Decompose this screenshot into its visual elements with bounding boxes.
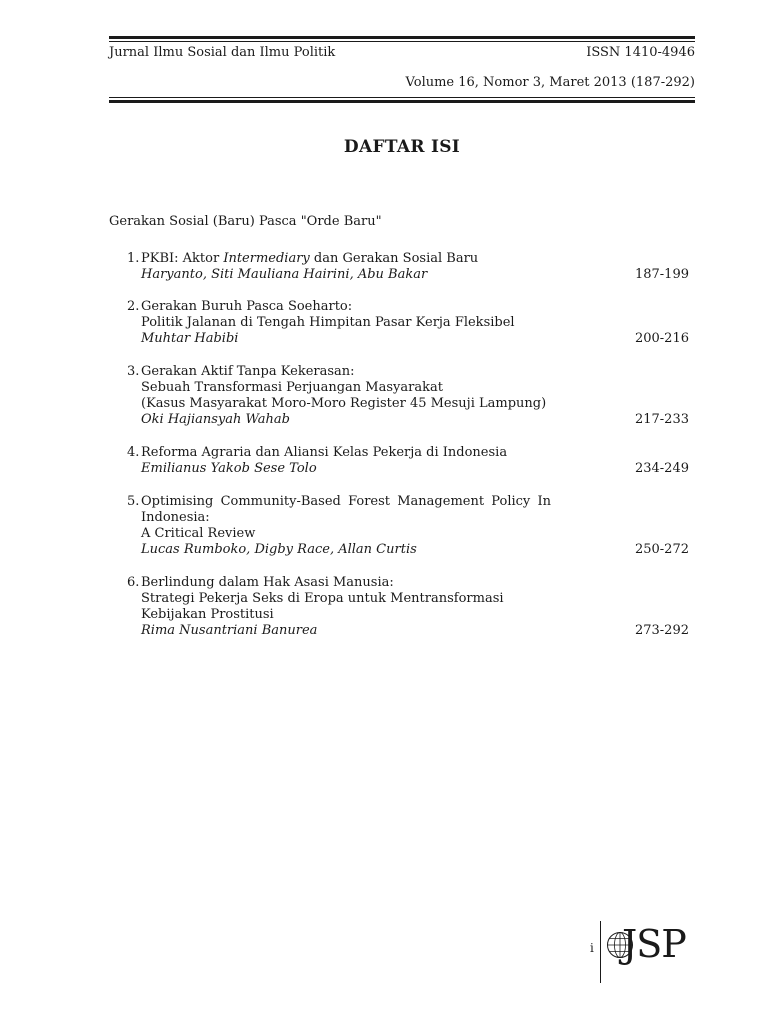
entry-pages: 234-249 <box>634 461 689 476</box>
entry-authors: Emilianus Yakob Sese Tolo <box>141 461 317 476</box>
toc-entry-3[interactable] <box>109 364 689 428</box>
toc-entry-5[interactable] <box>109 494 689 558</box>
volume-info: Volume 16, Nomor 3, Maret 2013 (187-292) <box>405 75 695 90</box>
entry-number: 5. <box>127 494 140 509</box>
entry-pages: 250-272 <box>634 542 689 557</box>
entry-authors: Muhtar Habibi <box>141 331 239 346</box>
toc-entry-1[interactable] <box>109 251 689 283</box>
page-title: DAFTAR ISI <box>343 137 461 157</box>
entry-title-line: Sebuah Transformasi Perjuangan Masyarakat <box>141 380 443 395</box>
entry-title-line: (Kasus Masyarakat Moro-Moro Register 45 Mesuji Lampung) <box>141 396 547 411</box>
entry-number: 6. <box>127 575 140 590</box>
entry-number: 3. <box>127 364 140 379</box>
footer-divider <box>600 921 601 983</box>
header-top-rule-thick <box>109 36 695 39</box>
entry-pages: 200-216 <box>634 331 689 346</box>
entry-title-line: Optimising Community-Based Forest Management Policy In Indonesia: <box>141 494 551 525</box>
journal-name: Jurnal Ilmu Sosial dan Ilmu Politik <box>109 45 336 60</box>
entry-title-line: Gerakan Buruh Pasca Soeharto: <box>141 299 353 314</box>
toc-entry-2[interactable] <box>109 299 689 347</box>
page-number: i <box>590 941 594 955</box>
entry-title-line: A Critical Review <box>141 526 256 541</box>
entry-title-line: Politik Jalanan di Tengah Himpitan Pasar Kerja Fleksibel <box>141 315 515 330</box>
entry-title-line: Berlindung dalam Hak Asasi Manusia: <box>141 575 394 590</box>
entry-title-line: Strategi Pekerja Seks di Eropa untuk Mentransformasi Kebijakan Prostitusi <box>141 591 504 622</box>
entry-title: PKBI: Aktor Intermediary dan Gerakan Sosial Baru <box>141 251 479 266</box>
entry-authors: Haryanto, Siti Mauliana Hairini, Abu Bakar <box>141 267 428 282</box>
entry-pages: 217-233 <box>634 412 689 427</box>
toc-entry-4[interactable] <box>109 445 689 477</box>
header-top-rule-thin <box>109 41 695 42</box>
header-bottom-rule-thick <box>109 100 695 103</box>
toc-entry-6[interactable] <box>109 575 689 639</box>
journal-logo-text: JSP <box>622 922 686 966</box>
entry-title-line: Gerakan Aktif Tanpa Kekerasan: <box>141 364 355 379</box>
entry-authors: Rima Nusantriani Banurea <box>141 623 318 638</box>
entry-pages: 187-199 <box>634 267 689 282</box>
entry-authors: Oki Hajiansyah Wahab <box>141 412 290 427</box>
issn: ISSN 1410-4946 <box>586 45 695 60</box>
entry-number: 2. <box>127 299 140 314</box>
header-bottom-rule-thin <box>109 97 695 98</box>
entry-title-line: Reforma Agraria dan Aliansi Kelas Pekerja di Indonesia <box>141 445 508 460</box>
entry-authors: Lucas Rumboko, Digby Race, Allan Curtis <box>141 542 417 557</box>
entry-number: 1. <box>127 251 140 266</box>
entry-pages: 273-292 <box>634 623 689 638</box>
entry-number: 4. <box>127 445 140 460</box>
section-title: Gerakan Sosial (Baru) Pasca "Orde Baru" <box>109 214 382 229</box>
